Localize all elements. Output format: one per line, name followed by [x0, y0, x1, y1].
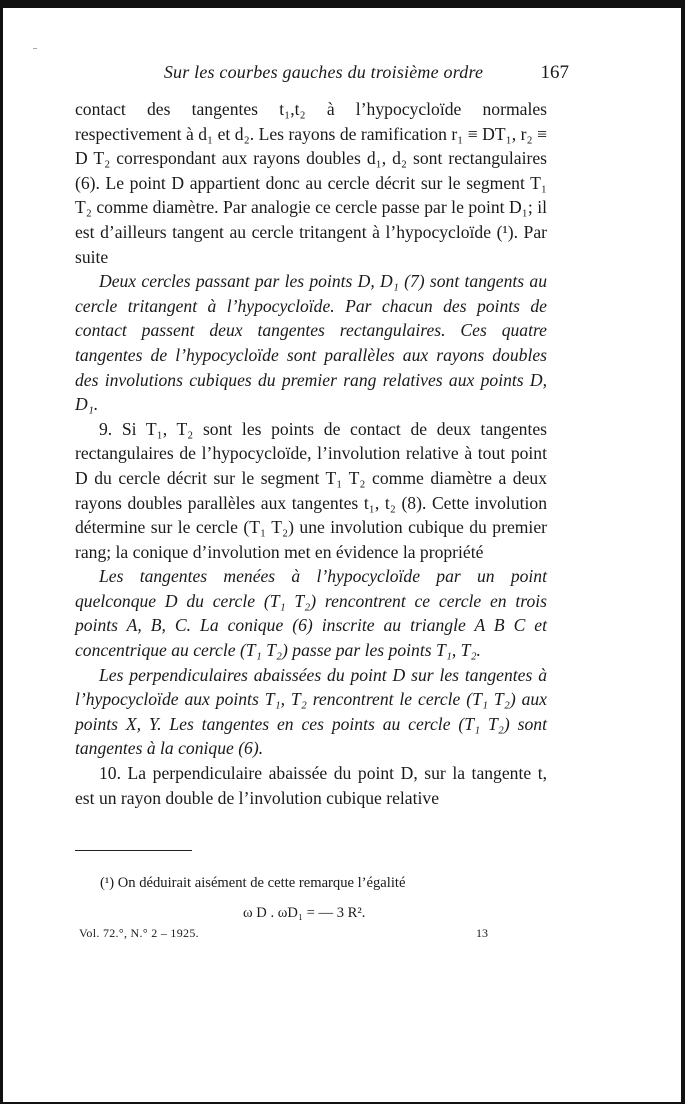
paragraph-section-9: 9. Si T₁, T₂ sont les points de contact de deux tangentes rectangulaires de l’hypocycloïde, l’involution relative à tout point D du cercle décrit sur le segment T₁ T₂ comme diamètre a deux rayons doubles parallèles aux tangentes t₁, t₂ (8). Cette involution détermine sur le cercle (T₁ T₂) une involution cubique du premier rang; la conique d’involution met en évidence la propriété [75, 418, 547, 562]
margin-mark [33, 48, 37, 49]
paragraph-continuation: contact des tangentes t₁,t₂ à l’hypocycloïde normales respectivement à d₁ et d₂. Les rayons de ramification r₁ ≡ DT₁, r₂ ≡ D T₂ correspondant aux rayons doubles d₁, d₂ sont rectangulaires (6). Le point D appartient donc au cercle décrit sur le segment T₁ T₂ comme diamètre. Par analogie ce cercle passe par le point D₁; il est d’ailleurs tangent au cercle tritangent à l’hypocycloïde (¹). Par suite [75, 99, 547, 267]
footnote-1: (¹) On déduirait aisément de cette remarque l’égalité [100, 875, 406, 891]
running-title: Sur les courbes gauches du troisième ordre [163, 62, 484, 82]
footnote-formula: ω D . ωD₁ = — 3 R². [243, 905, 366, 921]
volume-line: Vol. 72.°, N.° 2 – 1925. [79, 926, 199, 940]
paragraph-theorem-perpendiculars: Les perpendiculaires abaissées du point D sur les tangentes à l’hypocycloïde aux points T₁, T₂ rencontrent le cercle (T₁ T₂) aux points X, Y. Les tangentes en ces points au cercle (T₁ T₂) sont tangentes à la conique (6). [75, 664, 547, 759]
footnote-rule [75, 850, 192, 851]
paragraph-section-10: 10. La perpendiculaire abaissée du point D, sur la tangente t, est un rayon double de l’involution cubique relative [75, 763, 547, 808]
signature-mark: 13 [476, 926, 488, 940]
body-text [75, 97, 547, 810]
paragraph-theorem-circles: Deux cercles passant par les points D, D₁ (7) sont tangents au cercle tritangent à l’hypocycloïde. Par chacun des points de contact passent deux tangentes rectangulaires. Ces quatre tangentes de l’hypocycloïde sont parallèles aux rayons doubles des involutions cubiques du premier rang relatives aux points D, D₁. [75, 271, 547, 415]
paragraph-theorem-tangents: Les tangentes menées à l’hypocycloïde par un point quelconque D du cercle (T₁ T₂) rencontrent ce cercle en trois points A, B, C. La conique (6) inscrite au triangle A B C et concentrique au cercle (T₁ T₂) passe par les points T₁, T₂. [75, 566, 547, 661]
page-number: 167 [540, 62, 569, 83]
